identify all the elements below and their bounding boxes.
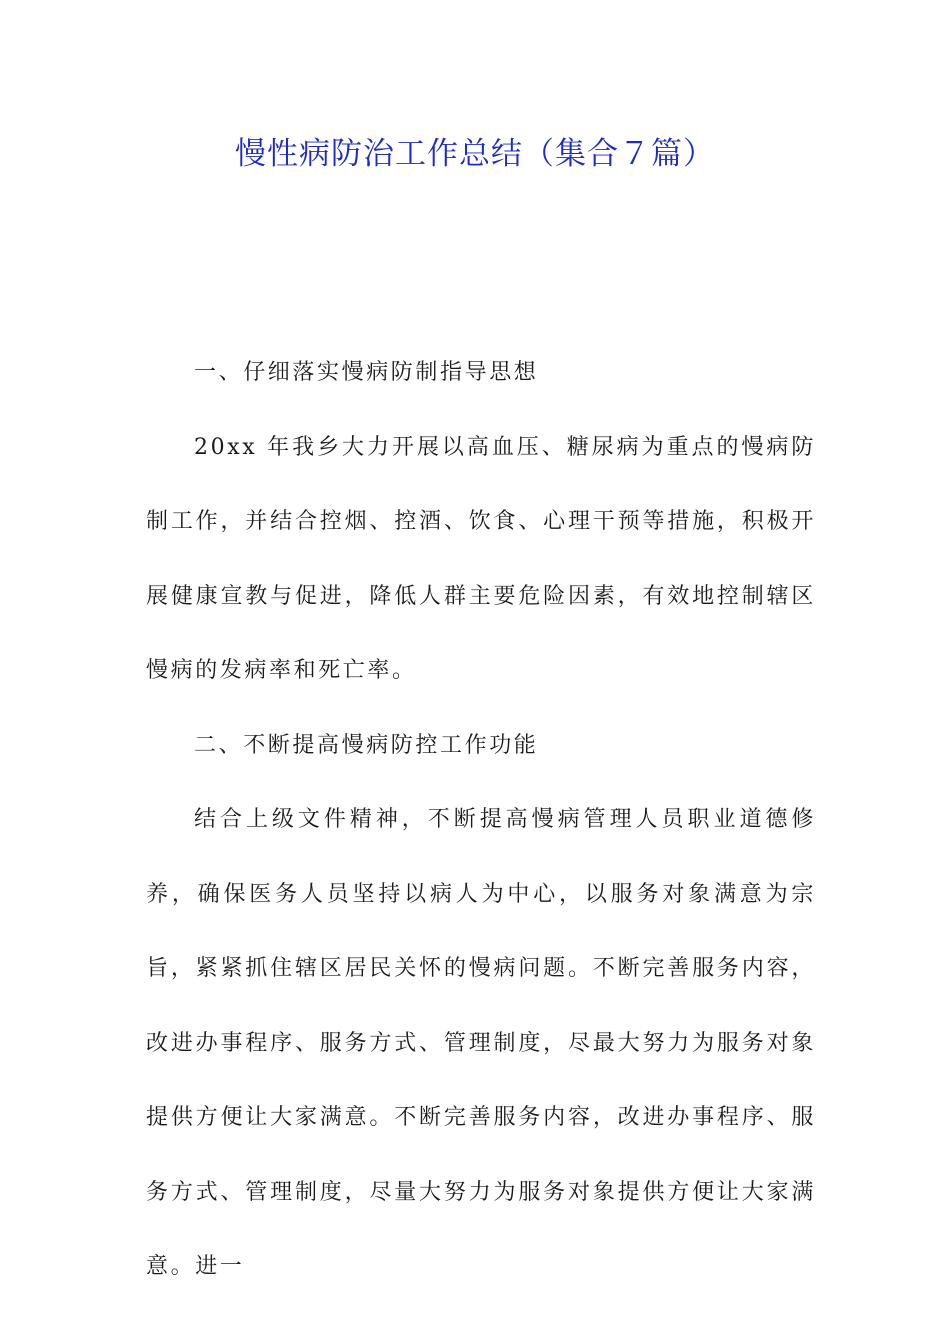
document-title: 慢性病防治工作总结（集合７篇）: [235, 136, 715, 172]
section-heading-1: 一、仔细落实慢病防制指导思想: [194, 360, 539, 385]
body-paragraph-2: 结合上级文件精神，不断提高慢病管理人员职业道德修养，确保医务人员坚持以病人为中心，以服务对象满意为宗旨，紧紧抓住辖区居民关怀的慢病问题。不断完善服务内容，改进办事程序、服务方式、管理制度，尽最大努力为服务对象提供方便让大家满意。不断完善服务内容，改进办事程序、服务方式、管理制度，尽量大努力为服务对象提供方便让大家满意。进一: [146, 807, 816, 1279]
body-paragraph-1: 20xx 年我乡大力开展以高血压、糖尿病为重点的慢病防制工作，并结合控烟、控酒、饮食、心理干预等措施，积极开展健康宣教与促进，降低人群主要危险因素，有效地控制辖区慢病的发病率和死亡率。: [146, 434, 816, 683]
document-body: [146, 336, 816, 1305]
section-heading-2: 二、不断提高慢病防控工作功能: [194, 732, 539, 758]
